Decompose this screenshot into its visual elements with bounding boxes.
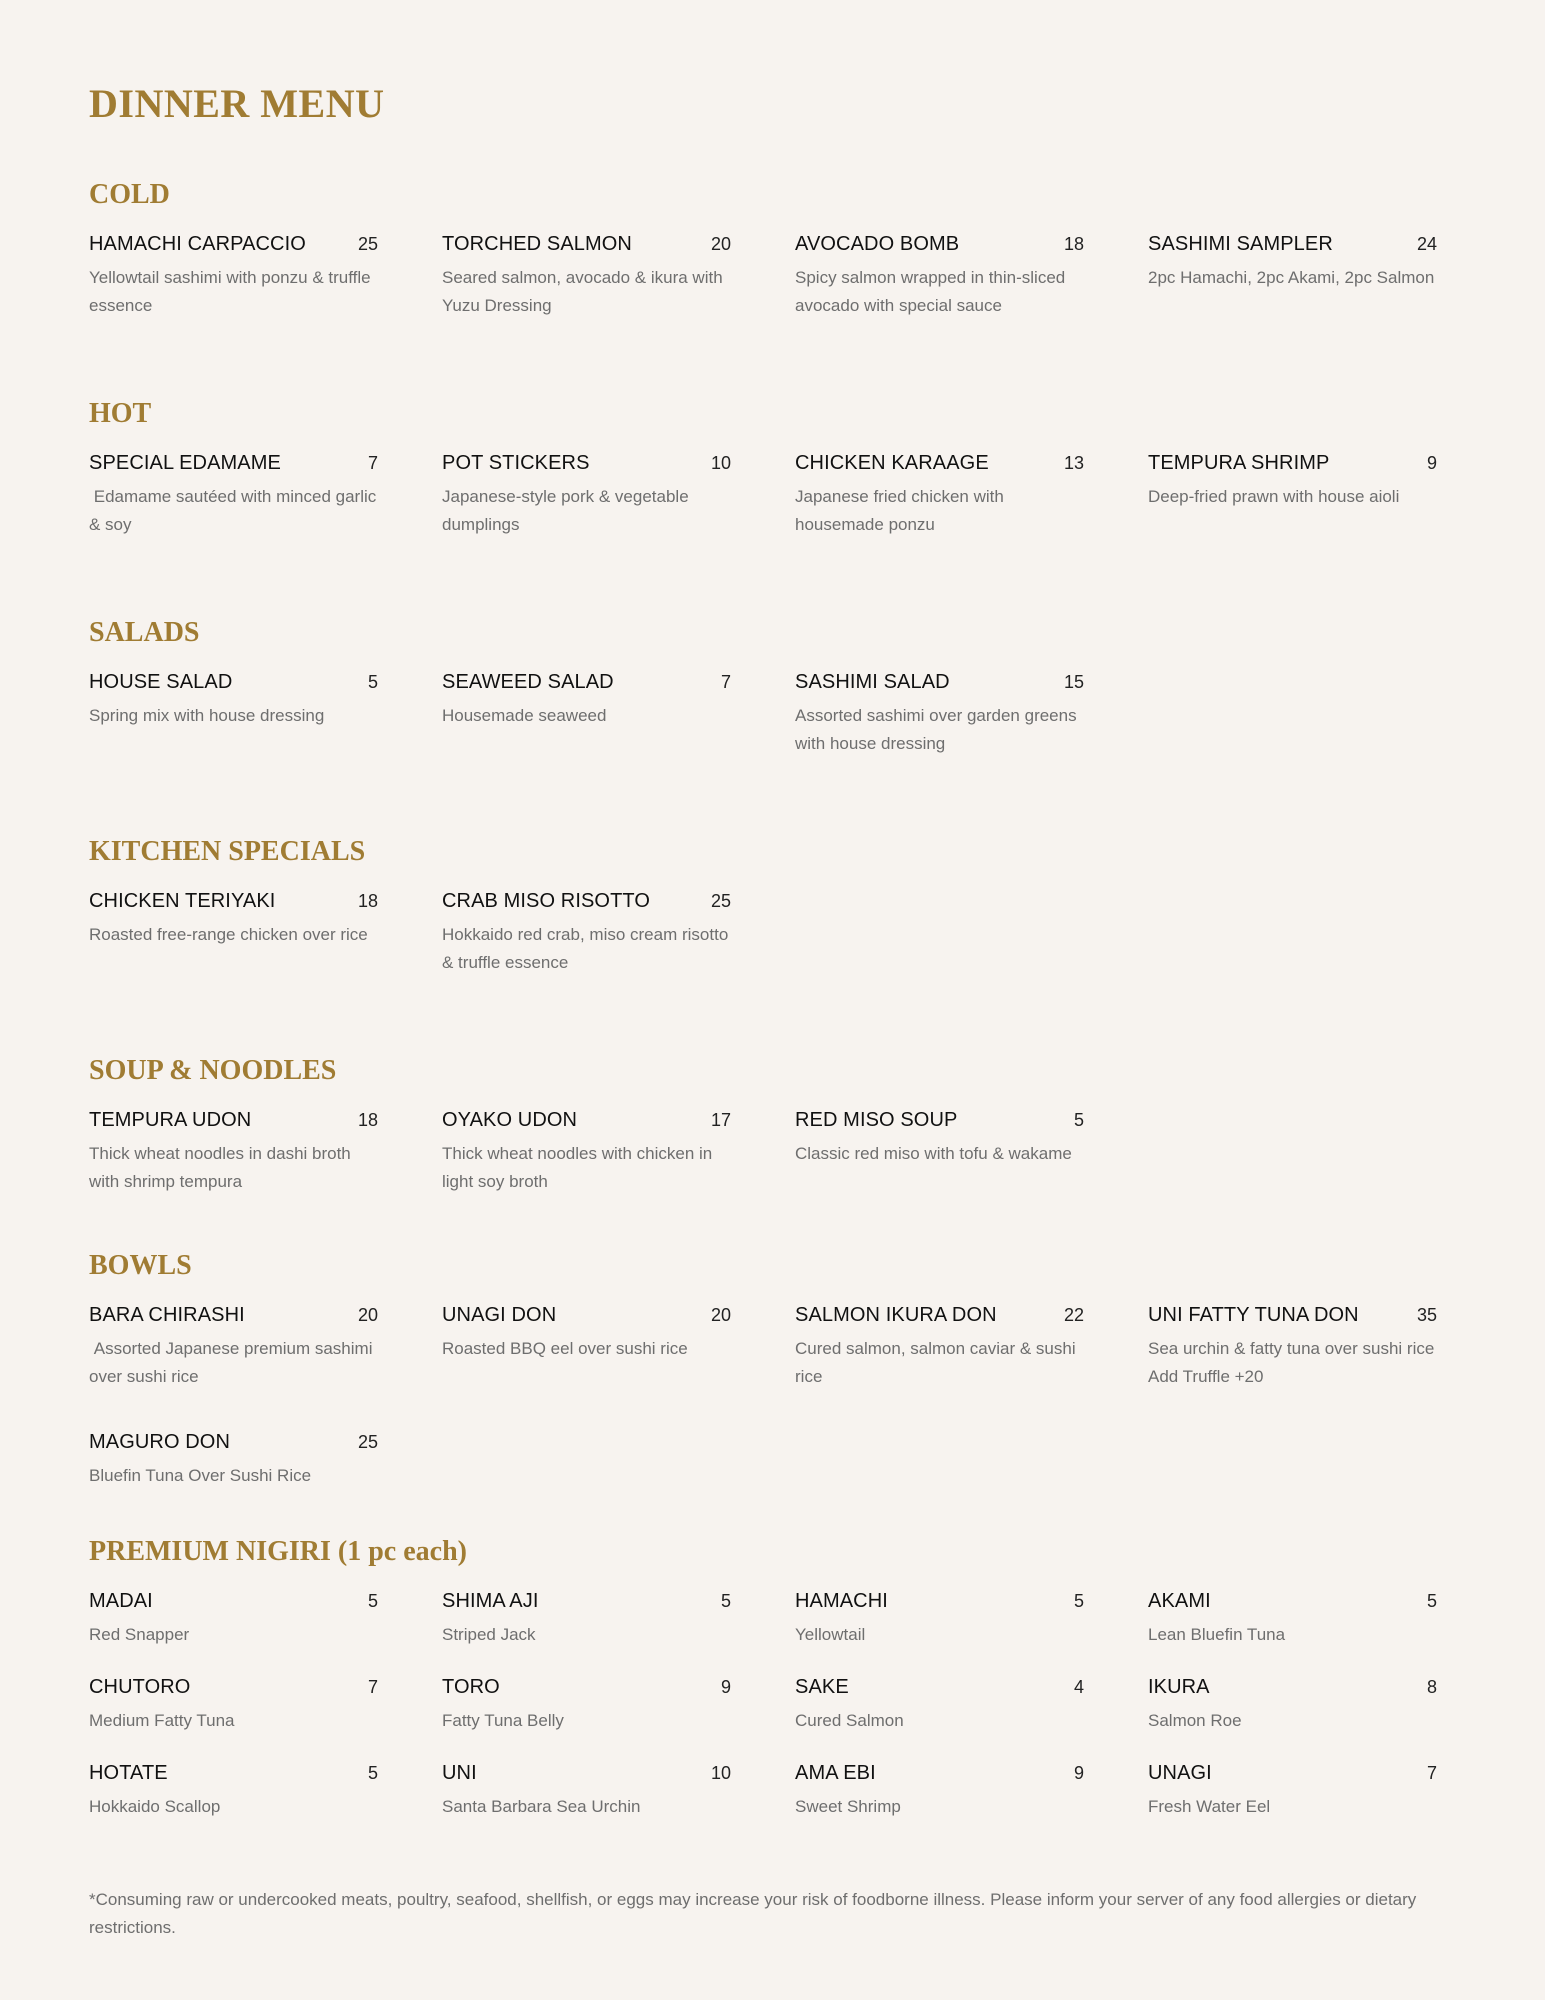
menu-item-name: IKURA [1148, 1676, 1210, 1698]
menu-item-description: Red Snapper [89, 1625, 190, 1644]
menu-item-description: Lean Bluefin Tuna [1148, 1625, 1286, 1644]
menu-item-description: Cured Salmon [795, 1711, 904, 1730]
menu-item [89, 1676, 378, 1735]
menu-item [795, 452, 1084, 539]
menu-item [795, 1590, 1084, 1649]
menu-item-description: Thick wheat noodles with chicken in light soy broth [442, 1144, 717, 1191]
section-title: PREMIUM NIGIRI (1 pc each) [89, 1536, 467, 1567]
menu-item [795, 1304, 1084, 1391]
menu-item-price: 18 [357, 891, 378, 911]
menu-item-description: Roasted free-range chicken over rice [89, 925, 368, 944]
menu-item-price: 5 [367, 1591, 378, 1611]
menu-item-name: MAGURO DON [89, 1431, 230, 1453]
menu-item-name: POT STICKERS [442, 452, 590, 474]
section-title: BOWLS [89, 1250, 192, 1281]
menu-item-price: 20 [710, 1305, 731, 1325]
menu-item-description: Japanese-style pork & vegetable dumplings [442, 487, 694, 534]
menu-item [442, 1109, 731, 1196]
menu-item-name: HAMACHI CARPACCIO [89, 233, 306, 255]
menu-item-name: SASHIMI SAMPLER [1148, 233, 1333, 255]
menu-item-price: 7 [720, 672, 731, 692]
menu-item-price: 10 [710, 453, 731, 473]
menu-item-name: SAKE [795, 1676, 849, 1698]
menu-item-description: Salmon Roe [1148, 1711, 1242, 1730]
section-cold [89, 175, 1489, 320]
menu-item-description: Yellowtail [795, 1625, 866, 1644]
menu-item [1148, 1762, 1437, 1821]
menu-item-name: AVOCADO BOMB [795, 233, 960, 255]
menu-items-grid [89, 1590, 1489, 1821]
menu-item-header [795, 1109, 1084, 1137]
menu-item-description: Sweet Shrimp [795, 1797, 901, 1816]
menu-item-name: AKAMI [1148, 1590, 1211, 1612]
menu-item-description: Santa Barbara Sea Urchin [442, 1797, 641, 1816]
menu-item [89, 1590, 378, 1649]
menu-item-header [442, 1676, 731, 1704]
menu-item [795, 233, 1084, 320]
menu-item [89, 1109, 378, 1196]
section-title: HOT [89, 398, 152, 429]
menu-item-name: TEMPURA SHRIMP [1148, 452, 1330, 474]
menu-item [442, 452, 731, 539]
menu-item-header [795, 1590, 1084, 1618]
menu-item-price: 5 [720, 1591, 731, 1611]
menu-item [89, 1431, 378, 1490]
menu-item-name: SASHIMI SALAD [795, 671, 950, 693]
menu-item [89, 233, 378, 320]
menu-item-price: 5 [1426, 1591, 1437, 1611]
menu-item [442, 1762, 731, 1821]
menu-item-price: 25 [710, 891, 731, 911]
menu-item-name: HAMACHI [795, 1590, 888, 1612]
menu-item-header [89, 1304, 378, 1332]
menu-item-name: CHUTORO [89, 1676, 191, 1698]
menu-item-header [89, 452, 378, 480]
menu-item-description: Classic red miso with tofu & wakame [795, 1144, 1072, 1163]
menu-item-price: 5 [367, 672, 378, 692]
menu-item-name: SPECIAL EDAMAME [89, 452, 281, 474]
menu-item-name: TEMPURA UDON [89, 1109, 252, 1131]
menu-item [89, 671, 378, 758]
menu-item-name: CHICKEN TERIYAKI [89, 890, 276, 912]
menu-item [442, 1590, 731, 1649]
menu-item-description: Fresh Water Eel [1148, 1797, 1271, 1816]
section-soup-noodles [89, 1051, 1489, 1196]
menu-item-price: 4 [1073, 1677, 1084, 1697]
menu-item-header [89, 233, 378, 261]
menu-item-header [1148, 1676, 1437, 1704]
menu-item-description: Seared salmon, avocado & ikura with Yuzu Dressing [442, 268, 728, 315]
menu-item-description: Hokkaido red crab, miso cream risotto & truffle essence [442, 925, 734, 972]
menu-item-description: 2pc Hamachi, 2pc Akami, 2pc Salmon [1148, 268, 1435, 287]
menu-item-header [1148, 233, 1437, 261]
section-title: SALADS [89, 617, 200, 648]
menu-item-header [1148, 1762, 1437, 1790]
menu-item [442, 671, 731, 758]
section-premium-nigiri [89, 1532, 1489, 1821]
menu-item-description: Fatty Tuna Belly [442, 1711, 564, 1730]
menu-item-price: 20 [710, 234, 731, 254]
menu-item-description: Assorted sashimi over garden greens with house dressing [795, 706, 1082, 753]
menu-item-description: Thick wheat noodles in dashi broth with shrimp tempura [89, 1144, 356, 1191]
menu-item-header [442, 1304, 731, 1332]
menu-item-price: 5 [1073, 1591, 1084, 1611]
menu-item-price: 9 [1426, 453, 1437, 473]
menu-item-price: 9 [1073, 1763, 1084, 1783]
section-salads [89, 613, 1489, 758]
menu-item-price: 25 [357, 1432, 378, 1452]
menu-item [1148, 233, 1437, 320]
section-hot [89, 394, 1489, 539]
menu-item-name: SHIMA AJI [442, 1590, 539, 1612]
menu-items-grid [89, 1109, 1489, 1196]
menu-item-price: 10 [710, 1763, 731, 1783]
food-safety-footnote: *Consuming raw or undercooked meats, poultry, seafood, shellfish, or eggs may increase your risk of foodborne illness. Please inform your server of any food allergies or dietary restrictions. [89, 1890, 1417, 1937]
menu-item-header [795, 1762, 1084, 1790]
menu-item [89, 1762, 378, 1821]
menu-item-header [442, 890, 731, 918]
menu-item-name: SEAWEED SALAD [442, 671, 614, 693]
menu-item [442, 890, 734, 977]
menu-item-header [795, 233, 1084, 261]
menu-item [1148, 452, 1437, 539]
menu-item-description: Bluefin Tuna Over Sushi Rice [89, 1466, 312, 1485]
menu-item-price: 15 [1063, 672, 1084, 692]
menu-item [442, 233, 731, 320]
menu-item-description: Spring mix with house dressing [89, 706, 325, 725]
page-title: DINNER MENU [89, 81, 385, 126]
menu-item-description: Yellowtail sashimi with ponzu & truffle essence [89, 268, 376, 315]
menu-item-name: OYAKO UDON [442, 1109, 578, 1131]
menu-item-description: Assorted Japanese premium sashimi over sushi rice [89, 1339, 378, 1386]
menu-items-grid [89, 671, 1489, 758]
menu-item-name: AMA EBI [795, 1762, 876, 1784]
menu-item-description: Spicy salmon wrapped in thin-sliced avocado with special sauce [795, 268, 1070, 315]
menu-item-price: 5 [1073, 1110, 1084, 1130]
menu-item-header [89, 1676, 378, 1704]
menu-item-header [89, 1762, 378, 1790]
menu-item [795, 1676, 1084, 1735]
menu-item [1148, 1304, 1437, 1391]
menu-item-header [795, 671, 1084, 699]
menu-item-header [1148, 1304, 1437, 1332]
menu-item-header [442, 1109, 731, 1137]
menu-item-header [89, 890, 378, 918]
section-title: SOUP & NOODLES [89, 1055, 337, 1086]
menu-item-description: Hokkaido Scallop [89, 1797, 221, 1816]
menu-item-price: 18 [357, 1110, 378, 1130]
menu-item-description: Medium Fatty Tuna [89, 1711, 235, 1730]
menu-item-header [795, 452, 1084, 480]
section-bowls [89, 1246, 1489, 1490]
menu-item-price: 25 [357, 234, 378, 254]
menu-item [1148, 1590, 1437, 1649]
menu-item-header [89, 1109, 378, 1137]
menu-item-name: MADAI [89, 1590, 153, 1612]
menu-item-description: Edamame sautéed with minced garlic & soy [89, 487, 381, 534]
menu-item [1148, 1676, 1437, 1735]
menu-item [795, 1762, 1084, 1821]
menu-item-header [442, 1590, 731, 1618]
menu-item [89, 452, 381, 539]
menu-item-price: 8 [1426, 1677, 1437, 1697]
menu-item-name: CRAB MISO RISOTTO [442, 890, 651, 912]
menu-item [442, 1676, 731, 1735]
menu-item-name: UNAGI [1148, 1762, 1212, 1784]
menu-item-description: Roasted BBQ eel over sushi rice [442, 1339, 688, 1358]
section-title: KITCHEN SPECIALS [89, 836, 366, 867]
menu-item-price: 9 [720, 1677, 731, 1697]
menu-item-price: 7 [367, 1677, 378, 1697]
menu-item [795, 1109, 1084, 1196]
menu-items-grid [89, 233, 1489, 320]
section-title: COLD [89, 179, 170, 210]
menu-item-name: TORCHED SALMON [442, 233, 632, 255]
menu-item-header [442, 452, 731, 480]
menu-item-name: CHICKEN KARAAGE [795, 452, 989, 474]
menu-item-description: Deep-fried prawn with house aioli [1148, 487, 1400, 506]
menu-item-description: Sea urchin & fatty tuna over sushi rice Add Truffle +20 [1148, 1339, 1439, 1386]
menu-item-price: 7 [1426, 1763, 1437, 1783]
menu-items-grid [89, 1304, 1489, 1490]
menu-item-price: 5 [367, 1763, 378, 1783]
menu-item-header [89, 1431, 378, 1459]
menu-items-grid [89, 452, 1489, 539]
section-kitchen-specials [89, 832, 1489, 977]
menu-item [89, 1304, 378, 1391]
menu-item [442, 1304, 731, 1391]
menu-item-price: 18 [1063, 234, 1084, 254]
menu-item-header [89, 671, 378, 699]
menu-item-description: Housemade seaweed [442, 706, 607, 725]
menu-item-header [795, 1304, 1084, 1332]
menu-item-name: TORO [442, 1676, 500, 1698]
menu-item-name: SALMON IKURA DON [795, 1304, 997, 1326]
menu-item-description: Japanese fried chicken with housemade ponzu [795, 487, 1009, 534]
menu-item-header [1148, 452, 1437, 480]
menu-item-price: 13 [1063, 453, 1084, 473]
menu-item-header [795, 1676, 1084, 1704]
menu-item-header [1148, 1590, 1437, 1618]
menu-item-name: UNI [442, 1762, 477, 1784]
menu-item [89, 890, 378, 977]
menu-item-price: 35 [1416, 1305, 1437, 1325]
menu-item-header [442, 233, 731, 261]
menu-item-name: HOTATE [89, 1762, 168, 1784]
menu-items-grid [89, 890, 1489, 977]
menu-item-price: 17 [710, 1110, 731, 1130]
menu-item-description: Striped Jack [442, 1625, 536, 1644]
menu-item-price: 22 [1063, 1305, 1084, 1325]
menu-item-price: 24 [1416, 234, 1437, 254]
menu-item-header [442, 1762, 731, 1790]
menu-item-price: 7 [367, 453, 378, 473]
menu-item-name: UNI FATTY TUNA DON [1148, 1304, 1359, 1326]
menu-item-name: RED MISO SOUP [795, 1109, 958, 1131]
menu-item-description: Cured salmon, salmon caviar & sushi rice [795, 1339, 1081, 1386]
menu-item-header [89, 1590, 378, 1618]
menu-item-price: 20 [357, 1305, 378, 1325]
menu-item [795, 671, 1084, 758]
menu-item-name: BARA CHIRASHI [89, 1304, 245, 1326]
menu-item-name: HOUSE SALAD [89, 671, 233, 693]
menu-item-name: UNAGI DON [442, 1304, 557, 1326]
menu-item-header [442, 671, 731, 699]
